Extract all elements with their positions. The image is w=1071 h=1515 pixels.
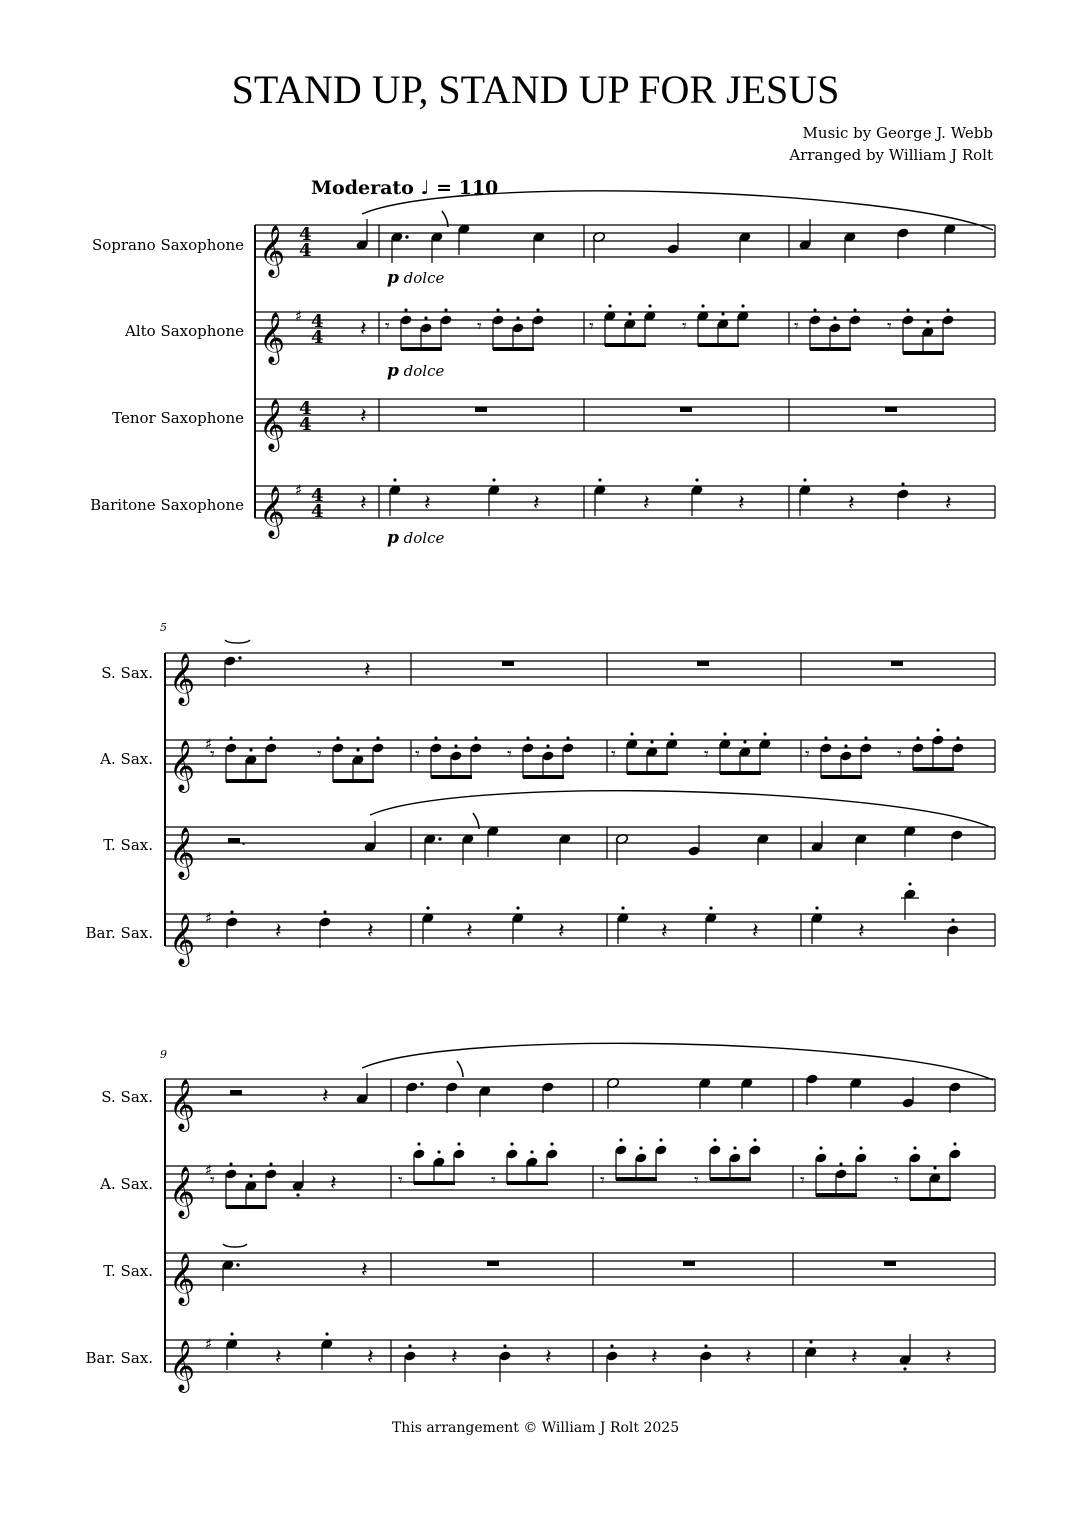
staccato-dot — [859, 1146, 862, 1149]
staccato-dot — [530, 1150, 533, 1153]
quarter-rest-icon: 𝄽 — [643, 491, 650, 516]
eighth-rest-icon: 𝄾 — [682, 316, 687, 337]
staccato-dot — [713, 1138, 716, 1141]
staccato-dot — [249, 748, 252, 751]
staccato-dot — [426, 906, 429, 909]
eighth-rest-icon: 𝄾 — [897, 744, 902, 765]
note-beam — [523, 775, 564, 779]
staccato-dot — [803, 478, 806, 481]
instrument-label-alto-short: A. Sax. — [100, 750, 153, 768]
eighth-rest-icon: 𝄾 — [210, 744, 215, 765]
staccato-dot — [951, 918, 954, 921]
staccato-dot — [610, 1344, 613, 1347]
staccato-dot — [853, 308, 856, 311]
staccato-dot — [936, 728, 939, 731]
staccato-dot — [933, 1166, 936, 1169]
note-beam — [910, 1197, 951, 1201]
time-signature-icon: 4 — [311, 311, 324, 332]
staccato-dot — [903, 1367, 906, 1370]
note-beam — [627, 771, 668, 775]
eighth-rest-icon: 𝄾 — [704, 744, 709, 765]
staccato-dot — [809, 1340, 812, 1343]
key-sharp-icon: ♯ — [205, 1161, 213, 1179]
staccato-dot — [229, 736, 232, 739]
quarter-rest-icon: 𝄽 — [322, 1084, 329, 1109]
quarter-rest-icon: 𝄽 — [275, 1345, 282, 1370]
time-signature-icon: 4 — [311, 501, 324, 522]
whole-rest-icon — [487, 1261, 499, 1266]
eighth-rest-icon: 𝄾 — [694, 1170, 699, 1191]
quarter-rest-icon: 𝄽 — [752, 919, 759, 944]
staccato-dot — [444, 308, 447, 311]
key-sharp-icon: ♯ — [295, 481, 303, 499]
slur — [370, 791, 993, 828]
staccato-dot — [659, 1138, 662, 1141]
eighth-rest-icon: 𝄾 — [600, 1170, 605, 1191]
instrument-label-soprano-short: S. Sax. — [101, 664, 153, 682]
staccato-dot — [356, 748, 359, 751]
whole-rest-icon — [475, 407, 487, 412]
eighth-rest-icon: 𝄾 — [800, 1170, 805, 1191]
slur — [225, 640, 250, 643]
staccato-dot — [434, 736, 437, 739]
quarter-rest-icon: 𝄽 — [858, 919, 865, 944]
quarter-rest-icon: 𝄽 — [848, 491, 855, 516]
note-beam — [414, 1181, 455, 1185]
dot — [420, 1082, 423, 1085]
instrument-label-baritone-short: Bar. Sax. — [85, 1349, 153, 1367]
time-signature-icon: 4 — [311, 485, 324, 506]
staccato-dot — [901, 482, 904, 485]
tempo-bpm: = 110 — [436, 177, 499, 199]
staccato-dot — [503, 1344, 506, 1347]
staccato-dot — [956, 736, 959, 739]
treble-clef-icon: 𝄞 — [169, 1340, 196, 1391]
dot — [405, 235, 408, 238]
staccato-dot — [408, 1344, 411, 1347]
treble-clef-icon: 𝄞 — [169, 1079, 196, 1130]
eighth-rest-icon: 𝄾 — [794, 316, 799, 337]
time-signature-icon: 4 — [299, 224, 312, 245]
staccato-dot — [437, 1150, 440, 1153]
staccato-dot — [839, 1162, 842, 1165]
eighth-rest-icon: 𝄾 — [611, 744, 616, 765]
staccato-dot — [695, 478, 698, 481]
staccato-dot — [550, 1142, 553, 1145]
key-sharp-icon: ♯ — [205, 909, 213, 927]
eighth-rest-icon: 𝄾 — [507, 744, 512, 765]
instrument-label-tenor: Tenor Saxophone — [112, 409, 244, 427]
staccato-dot — [908, 882, 911, 885]
staccato-dot — [230, 1332, 233, 1335]
quarter-rest-icon: 𝄽 — [364, 658, 371, 683]
staccato-dot — [701, 304, 704, 307]
staccato-dot — [516, 316, 519, 319]
treble-clef-icon: 𝄞 — [169, 653, 196, 704]
quarter-rest-icon: 𝄽 — [533, 491, 540, 516]
staccato-dot — [619, 1138, 622, 1141]
dynamic-marking: p dolce — [387, 361, 445, 381]
staccato-dot — [424, 316, 427, 319]
note-beam — [401, 347, 442, 351]
note-beam — [903, 351, 944, 355]
staccato-dot — [269, 1162, 272, 1165]
copyright-footer: This arrangement © William J Rolt 2025 — [391, 1420, 680, 1436]
quarter-rest-icon: 𝄽 — [945, 491, 952, 516]
treble-clef-icon: 𝄞 — [169, 827, 196, 878]
whole-rest-icon — [891, 661, 903, 666]
staccato-dot — [417, 1142, 420, 1145]
quarter-rest-icon: 𝄽 — [360, 404, 367, 429]
staccato-dot — [376, 736, 379, 739]
staccato-dot — [913, 1146, 916, 1149]
staccato-dot — [628, 312, 631, 315]
staccato-dot — [546, 744, 549, 747]
whole-rest-icon — [697, 661, 709, 666]
treble-clef-icon: 𝄞 — [259, 312, 286, 363]
slur — [223, 1244, 247, 1247]
eighth-rest-icon: 𝄾 — [894, 1170, 899, 1191]
staccato-dot — [336, 736, 339, 739]
quarter-rest-icon: 𝄽 — [651, 1345, 658, 1370]
staccato-dot — [906, 308, 909, 311]
staccato-dot — [650, 740, 653, 743]
instrument-label-baritone: Baritone Saxophone — [90, 496, 244, 514]
instrument-label-tenor-short: T. Sax. — [103, 1262, 153, 1280]
staccato-dot — [454, 744, 457, 747]
staccato-dot — [496, 308, 499, 311]
treble-clef-icon: 𝄞 — [169, 1166, 196, 1217]
staccato-dot — [946, 308, 949, 311]
staccato-dot — [741, 304, 744, 307]
eighth-rest-icon: 𝄾 — [398, 1170, 403, 1191]
key-sharp-icon: ♯ — [205, 735, 213, 753]
staccato-dot — [230, 910, 233, 913]
staccato-dot — [621, 906, 624, 909]
instrument-label-soprano-short: S. Sax. — [101, 1088, 153, 1106]
treble-clef-icon: 𝄞 — [259, 225, 286, 276]
quarter-rest-icon: 𝄽 — [367, 919, 374, 944]
note-beam — [507, 1181, 548, 1185]
quarter-rest-icon: 𝄽 — [738, 491, 745, 516]
instrument-label-alto-short: A. Sax. — [100, 1175, 153, 1193]
staccato-dot — [510, 1142, 513, 1145]
staccato-dot — [721, 312, 724, 315]
staccato-dot — [743, 740, 746, 743]
eighth-rest-icon: 𝄾 — [415, 744, 420, 765]
eighth-rest-icon: 𝄾 — [317, 744, 322, 765]
staccato-dot — [526, 736, 529, 739]
staccato-dot — [704, 1344, 707, 1347]
quarter-rest-icon: 𝄽 — [745, 1345, 752, 1370]
instrument-label-baritone-short: Bar. Sax. — [85, 924, 153, 942]
whole-rest-icon — [683, 1261, 695, 1266]
staccato-dot — [709, 906, 712, 909]
quarter-rest-icon: 𝄽 — [451, 1345, 458, 1370]
time-signature-icon: 4 — [299, 240, 312, 261]
time-signature-icon: 4 — [299, 414, 312, 435]
staccato-dot — [536, 308, 539, 311]
arranger-credit: Arranged by William J Rolt — [789, 146, 993, 164]
key-sharp-icon: ♯ — [205, 1335, 213, 1353]
staccato-dot — [819, 1146, 822, 1149]
whole-rest-icon — [884, 1261, 896, 1266]
quarter-rest-icon: 𝄽 — [945, 1345, 952, 1370]
staccato-dot — [323, 910, 326, 913]
treble-clef-icon: 𝄞 — [169, 740, 196, 791]
quarter-rest-icon: 𝄽 — [360, 491, 367, 516]
note-beam — [710, 1177, 751, 1181]
staccato-dot — [598, 478, 601, 481]
quarter-rest-icon: 𝄽 — [367, 1345, 374, 1370]
note-beam — [698, 343, 739, 347]
staccato-dot — [953, 1142, 956, 1145]
staccato-dot — [393, 478, 396, 481]
quarter-note-icon: ♩ — [420, 177, 430, 199]
treble-clef-icon: 𝄞 — [259, 399, 286, 450]
whole-rest-icon — [680, 407, 692, 412]
staccato-dot — [630, 732, 633, 735]
note-beam — [431, 775, 472, 779]
quarter-rest-icon: 𝄽 — [545, 1345, 552, 1370]
staccato-dot — [815, 906, 818, 909]
key-sharp-icon: ♯ — [295, 307, 303, 325]
note-beam — [605, 343, 646, 347]
measure-number: 9 — [160, 1048, 167, 1061]
time-signature-icon: 4 — [311, 327, 324, 348]
treble-clef-icon: 𝄞 — [169, 1253, 196, 1304]
staccato-dot — [864, 736, 867, 739]
staccato-dot — [833, 316, 836, 319]
measure-number: 5 — [160, 621, 167, 634]
staccato-dot — [404, 308, 407, 311]
note-beam — [810, 347, 851, 351]
instrument-label-tenor-short: T. Sax. — [103, 836, 153, 854]
note-beam — [333, 779, 374, 783]
eighth-rest-icon: 𝄾 — [887, 316, 892, 337]
dot — [236, 1263, 239, 1266]
staccato-dot — [608, 304, 611, 307]
staccato-dot — [229, 1162, 232, 1165]
eighth-rest-icon: 𝄾 — [805, 744, 810, 765]
dot — [438, 837, 441, 840]
staccato-dot — [753, 1138, 756, 1141]
staccato-dot — [269, 736, 272, 739]
dynamic-marking: p dolce — [387, 528, 445, 548]
quarter-rest-icon: 𝄽 — [330, 1171, 337, 1196]
quarter-rest-icon: 𝄽 — [360, 317, 367, 342]
note-beam — [226, 779, 267, 783]
eighth-rest-icon: 𝄾 — [385, 316, 390, 337]
dot — [238, 656, 241, 659]
half-rest-icon — [228, 838, 240, 843]
whole-rest-icon — [885, 407, 897, 412]
staccato-dot — [249, 1174, 252, 1177]
quarter-rest-icon: 𝄽 — [275, 919, 282, 944]
eighth-rest-icon: 𝄾 — [210, 1170, 215, 1191]
note-beam — [720, 771, 761, 775]
quarter-rest-icon: 𝄽 — [558, 919, 565, 944]
dynamic-marking: p dolce — [387, 268, 445, 288]
quarter-rest-icon: 𝄽 — [424, 491, 431, 516]
staccato-dot — [723, 732, 726, 735]
instrument-label-alto: Alto Saxophone — [125, 322, 244, 340]
eighth-rest-icon: 𝄾 — [477, 316, 482, 337]
staccato-dot — [733, 1146, 736, 1149]
note-beam — [226, 1205, 267, 1209]
half-rest-icon — [230, 1090, 242, 1095]
score-title: STAND UP, STAND UP FOR JESUS — [231, 67, 840, 112]
staccato-dot — [763, 732, 766, 735]
staccato-dot — [670, 732, 673, 735]
quarter-rest-icon: 𝄽 — [661, 919, 668, 944]
note-beam — [493, 347, 534, 351]
quarter-rest-icon: 𝄽 — [361, 1258, 368, 1283]
treble-clef-icon: 𝄞 — [259, 486, 286, 537]
quarter-rest-icon: 𝄽 — [851, 1345, 858, 1370]
whole-rest-icon — [502, 661, 514, 666]
staccato-dot — [639, 1146, 642, 1149]
eighth-rest-icon: 𝄾 — [589, 316, 594, 337]
note-beam — [913, 767, 954, 771]
staccato-dot — [648, 304, 651, 307]
staccato-dot — [516, 906, 519, 909]
note-beam — [821, 775, 862, 779]
eighth-rest-icon: 𝄾 — [491, 1170, 496, 1191]
staccato-dot — [457, 1142, 460, 1145]
staccato-dot — [844, 744, 847, 747]
staccato-dot — [916, 736, 919, 739]
note-beam — [816, 1193, 857, 1197]
staccato-dot — [325, 1332, 328, 1335]
treble-clef-icon: 𝄞 — [169, 914, 196, 965]
quarter-rest-icon: 𝄽 — [466, 919, 473, 944]
tempo-text: Moderato — [311, 177, 414, 199]
note-flag — [457, 1061, 463, 1077]
staccato-dot — [492, 478, 495, 481]
staccato-dot — [824, 736, 827, 739]
instrument-label-soprano: Soprano Saxophone — [91, 236, 244, 254]
note-beam — [616, 1177, 657, 1181]
staccato-dot — [296, 1193, 299, 1196]
staccato-dot — [566, 736, 569, 739]
staccato-dot — [813, 308, 816, 311]
composer-credit: Music by George J. Webb — [802, 124, 993, 142]
dot: . — [241, 830, 247, 849]
time-signature-icon: 4 — [299, 398, 312, 419]
staccato-dot — [926, 320, 929, 323]
staccato-dot — [474, 736, 477, 739]
